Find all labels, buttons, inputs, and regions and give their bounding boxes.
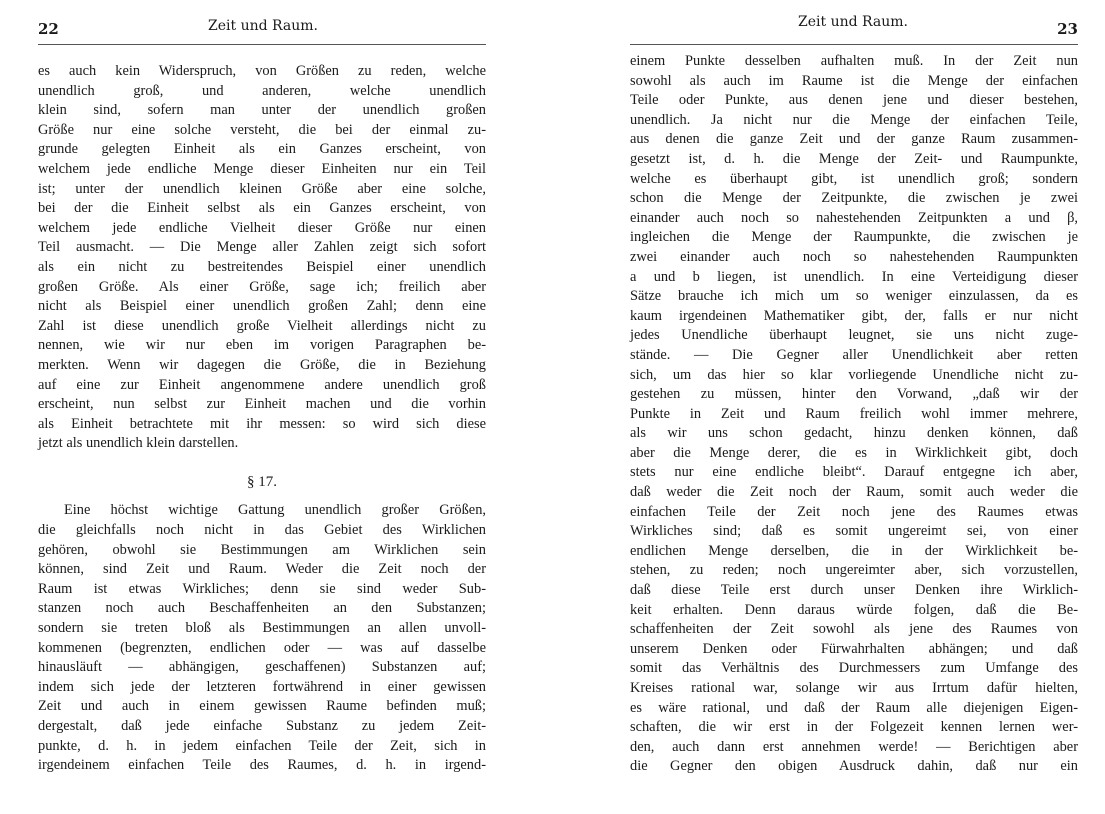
section-heading: § 17. <box>247 473 277 490</box>
text-line: a und b liegen, ist unendlich. In eine Verteidigung dieser <box>630 268 1078 285</box>
text-line: daß weder die Zeit noch der Raum, somit auch weder die <box>630 484 1078 501</box>
text-line: großen Größe. Als einer Größe, sage ich; freilich aber <box>38 278 486 295</box>
text-line: Teile oder Punkte, aus denen jene und dieser bestehen, <box>630 92 1078 109</box>
header-rule <box>38 44 486 45</box>
text-line: einfachen Teile der Zeit noch jene des Raumes etwas <box>630 503 1078 520</box>
text-line: ingleichen die Menge der Raumpunkte, die zwischen je <box>630 229 1078 246</box>
text-line: sondern sie treten bloß als Bestimmungen an allen unvoll- <box>38 620 486 637</box>
text-line: daß diese Teile erst durch unser Denken ihre Wirklich- <box>630 582 1078 599</box>
text-line: endlichen Menge derselben, die in der Wirklichkeit be- <box>630 542 1078 559</box>
left-body-text <box>38 62 486 776</box>
text-line: unendlich groß, und anderen, welche unendlich <box>38 82 486 99</box>
text-line: unendlich. Ja nicht nur die Menge der einfachen Teile, <box>630 111 1078 128</box>
text-line: zwei einander auch noch so nahestehenden Raumpunkten <box>630 248 1078 265</box>
text-line: die gleichfalls noch nicht in das Gebiet des Wirklichen <box>38 522 486 539</box>
text-line: als ein nicht zu bestreitendes Beispiel einer unendlich <box>38 258 486 275</box>
text-line: ist; unter der unendlich kleinen Größe aber eine solche, <box>38 180 486 197</box>
right-page-header <box>630 14 1078 48</box>
text-line: stets nur eine endliche bleibt“. Darauf entgegne ich aber, <box>630 464 1078 481</box>
text-line: welchem jede endliche Menge dieser Einheiten nur ein Teil <box>38 160 486 177</box>
text-line: grunde gelegten Einheit als ein Ganzes erscheint, von <box>38 141 486 158</box>
left-paragraph-1 <box>38 62 486 454</box>
text-line: den, auch dann erst annehmen werde! — Berichtigen aber <box>630 738 1078 755</box>
text-line: dergestalt, daß jede einfache Substanz zu jedem Zeit- <box>38 718 486 734</box>
text-line: welche es überhaupt gibt, ist unendlich groß; sondern <box>630 170 1078 187</box>
text-line: Raum ist etwas Wirkliches; denn sie sind weder Sub- <box>38 580 486 597</box>
text-line: können, sind Zeit und Raum. Weder die Zeit noch der <box>38 561 486 578</box>
text-line: stände. — Die Gegner aller Unendlichkeit aber retten <box>630 346 1078 363</box>
text-line: merkten. Wenn wir dagegen die Größe, die in Beziehung <box>38 356 486 373</box>
header-rule <box>630 44 1078 45</box>
text-line: Wirkliches sind; daß es somit ungereimt sei, von einer <box>630 523 1078 540</box>
text-line: gesetzt ist, d. h. die Menge der Zeit- und Raumpunkte, <box>630 150 1078 167</box>
text-line: Kreises rational war, solange wir aus Irrtum dafür hielten, <box>630 680 1078 696</box>
text-line: Größe nur eine solche versteht, die bei der einmal zu- <box>38 121 486 138</box>
text-line: sowohl als auch im Raume ist die Menge der einfachen <box>630 72 1078 89</box>
text-line: Zeit und auch in einem gewissen Raume befinden muß; <box>38 698 486 715</box>
text-line: Sätze brauche ich mich um so weniger einzulassen, da es <box>630 288 1078 305</box>
text-line: schon die Menge der Zeitpunkte, die zwischen je zwei <box>630 190 1078 207</box>
text-line: punkte, d. h. in jedem einfachen Teile der Zeit, sich in <box>38 737 486 754</box>
text-line: sich, um das hier so klar vorliegende Unendliche nicht zu- <box>630 366 1078 383</box>
text-line: es wäre rational, und daß der Raum alle diejenigen Eigen- <box>630 699 1078 716</box>
text-line: nicht als Beispiel einer unendlich großen Zahl; denn eine <box>38 298 486 315</box>
text-line: kaum irgendeinen Mathematiker gibt, der, falls er nur nicht <box>630 307 1078 324</box>
text-line: Punkte in Zeit und Raum freilich wohl immer mehrere, <box>630 405 1078 422</box>
text-line: stehen, zu reden; noch ungereimter aber, sich vorzustellen, <box>630 562 1078 579</box>
left-page-header <box>38 14 486 48</box>
text-line: einander auch noch so nahestehenden Zeitpunkten a und β, <box>630 209 1078 226</box>
text-line: auf eine zur Einheit angenommene andere unendlich groß <box>38 376 486 393</box>
text-line: Zahl ist diese unendlich große Vielheit allerdings nicht zu <box>38 317 486 334</box>
text-line: unserem Denken oder Fürwahrhalten abhängen; und daß <box>630 640 1078 657</box>
text-line: es auch kein Widerspruch, von Größen zu reden, welche <box>38 63 486 79</box>
text-line: nennen, wie wir nur eben im vorigen Paragraphen be- <box>38 337 486 354</box>
text-line: als Einheit betrachtete mit ihr messen: so wird sich diese <box>38 415 486 432</box>
right-page-number: 23 <box>1057 20 1078 38</box>
left-running-title: Zeit und Raum. <box>208 18 318 34</box>
text-line: jetzt als unendlich klein darstellen. <box>38 435 239 452</box>
text-line: indem sich jede der letzteren fortwährend in einer gewissen <box>38 678 486 695</box>
left-paragraph-2 <box>38 501 486 775</box>
text-line: aus denen die ganze Zeit und der ganze Raum zusammen- <box>630 131 1078 148</box>
text-line: klein sind, sofern man unter der unendlich großen <box>38 102 486 119</box>
text-line: jedes Unendliche überhaupt leugnet, sie uns nicht zuge- <box>630 327 1078 344</box>
text-line: irgendeinem einfachen Teile des Raumes, d. h. in irgend- <box>38 757 486 774</box>
text-line: keit erhalten. Denn daraus würde folgen, daß die Be- <box>630 601 1078 618</box>
text-line: Teil ausmacht. — Die Menge aller Zahlen zeigt sich sofort <box>38 239 486 256</box>
right-paragraph-1 <box>630 52 1078 777</box>
text-line: gehören, obwohl sie Bestimmungen am Wirklichen sein <box>38 541 486 558</box>
text-line: einem Punkte desselben aufhalten muß. In der Zeit nun <box>630 53 1078 69</box>
right-page <box>553 0 1105 814</box>
text-line: als wir uns schon gedacht, hinzu denken können, daß <box>630 425 1078 442</box>
text-line: welchem jede endliche Vielheit dieser Größe nur einen <box>38 219 486 236</box>
text-line: schaften, die wir erst in der Folgezeit kennen lernen wer- <box>630 719 1078 736</box>
text-line: Eine höchst wichtige Gattung unendlich großer Größen, <box>64 502 486 519</box>
left-page-number: 22 <box>38 20 59 38</box>
text-line: kommenen (begrenzten, endlichen oder — was auf dasselbe <box>38 639 486 656</box>
text-line: erscheint, nun selbst zur Einheit machen und die vorhin <box>38 396 486 413</box>
text-line: somit das Verhältnis des Durchmessers zum Umfange des <box>630 660 1078 677</box>
text-line: bei der die Einheit selbst als ein Ganzes erscheint, von <box>38 200 486 217</box>
text-line: aber die Menge derer, die es in Wirklichkeit gibt, doch <box>630 444 1078 461</box>
text-line: schaffenheiten der Zeit sowohl als jene des Raumes von <box>630 621 1078 638</box>
text-line: hinausläuft — abhängigen, geschaffenen) Substanzen auf; <box>38 659 486 676</box>
right-body-text <box>630 52 1078 777</box>
text-line: gestehen zu müssen, hinter den Vorwand, „daß wir der <box>630 386 1078 403</box>
text-line: stanzen noch auch Beschaffenheiten an den Substanzen; <box>38 600 486 617</box>
right-running-title: Zeit und Raum. <box>798 14 908 30</box>
text-line: die Gegner den obigen Ausdruck dahin, daß nur ein <box>630 758 1078 775</box>
